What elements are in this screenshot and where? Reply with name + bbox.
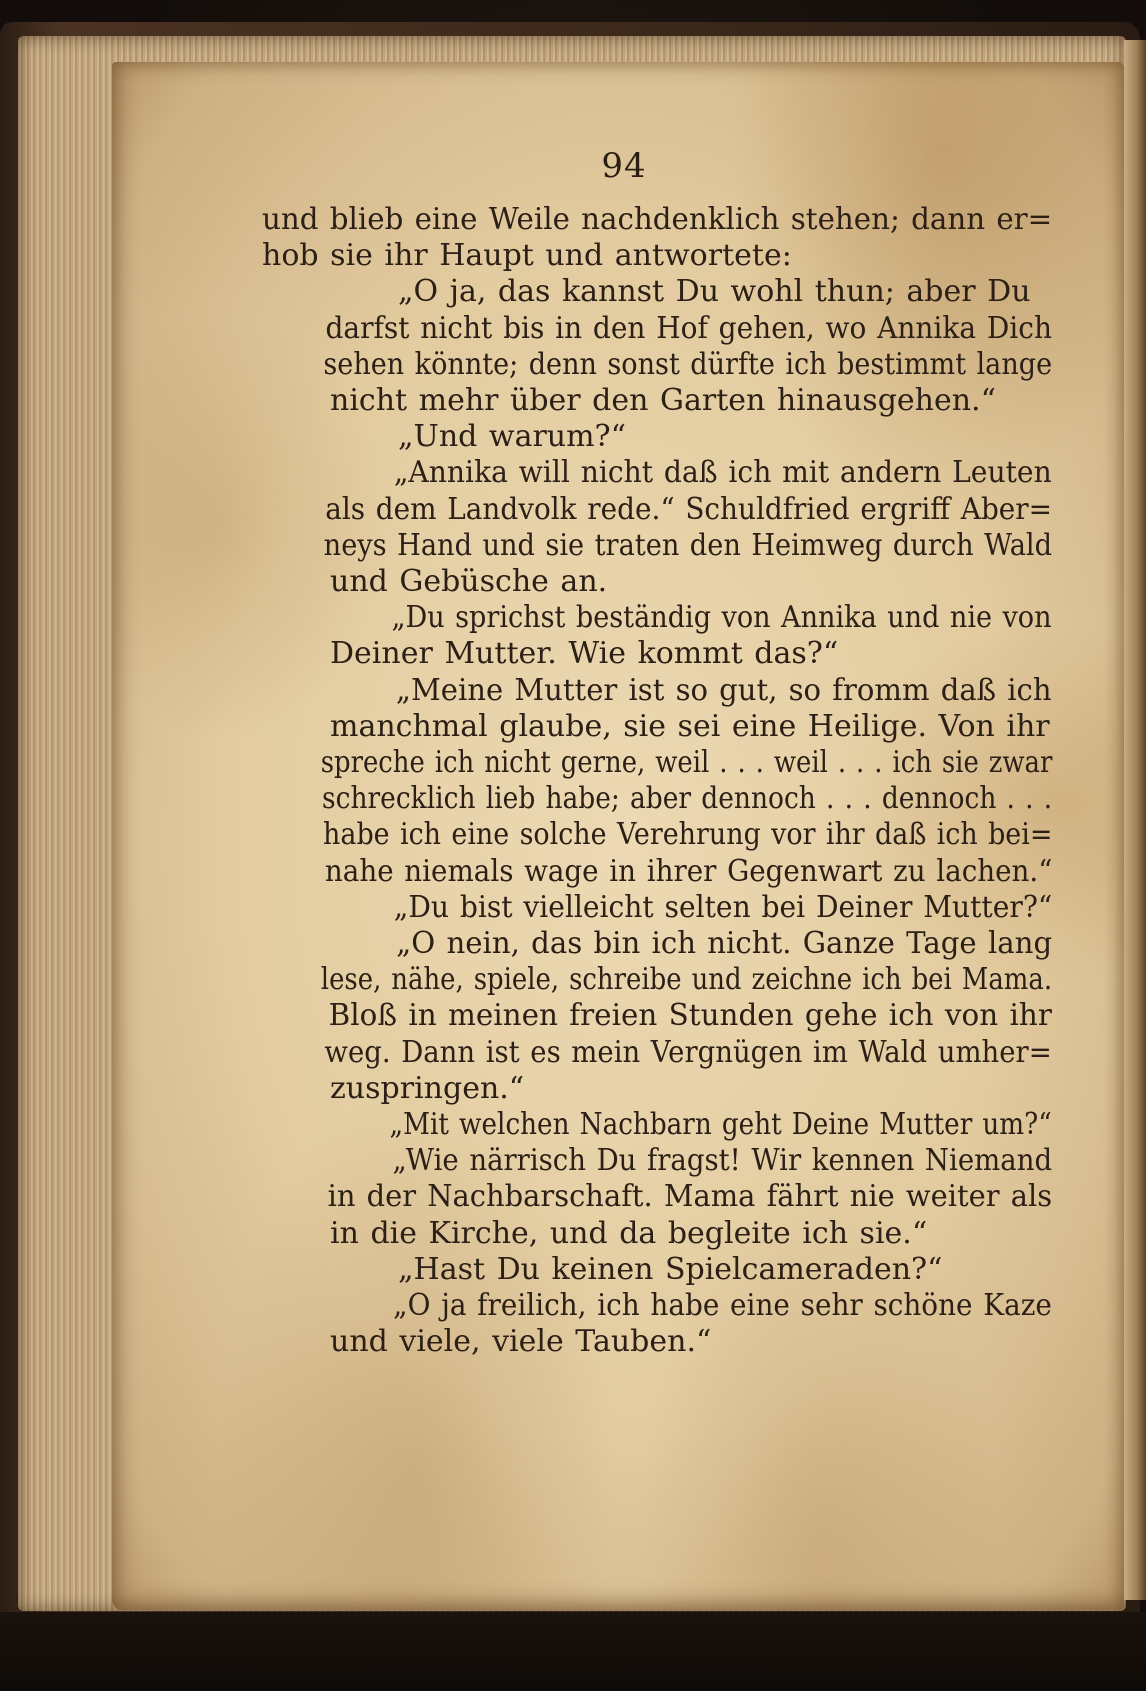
paragraph <box>262 890 1052 926</box>
text-line: weg. Dann ist es mein Vergnügen im Wald umher= <box>324 1034 1052 1070</box>
text-line: „O ja, das kannst Du wohl thun; aber Du <box>398 274 1031 310</box>
text-line: nahe niemals wage in ihrer Gegenwart zu lachen.“ <box>324 853 1053 889</box>
text-line: zuspringen.“ <box>330 1070 525 1106</box>
text-line: sehen könnte; denn sonst dürfte ich bestimmt lange <box>323 346 1053 382</box>
paragraph <box>262 1107 1052 1143</box>
background-bottom <box>0 1612 1146 1691</box>
right-page-edge <box>1124 40 1146 1600</box>
paragraph <box>262 274 1052 419</box>
text-line: Deiner Mutter. Wie kommt das?“ <box>330 636 839 672</box>
paragraph <box>262 1143 1052 1252</box>
text-line: „Annika will nicht daß ich mit andern Leuten <box>393 455 1052 491</box>
page-text <box>262 202 1052 1361</box>
text-line: spreche ich nicht gerne, weil . . . weil . . . ich sie zwar <box>320 745 1053 781</box>
text-line: in der Nachbarschaft. Mama fährt nie weiter als <box>327 1179 1053 1215</box>
text-line: manchmal glaube, sie sei eine Heilige. Von ihr <box>330 708 1050 744</box>
text-line: lese, nähe, spiele, schreibe und zeichne ich bei Mama. <box>320 962 1053 998</box>
text-line: „O ja freilich, ich habe eine sehr schöne Kaze <box>393 1288 1052 1324</box>
text-line: hob sie ihr Haupt und antwortete: <box>262 238 792 274</box>
text-line: und Gebüsche an. <box>330 564 608 600</box>
paragraph <box>262 1252 1052 1288</box>
text-line: Bloß in meinen freien Stunden gehe ich von ihr <box>328 998 1052 1034</box>
text-line: „Wie närrisch Du fragst! Wir kennen Niemand <box>392 1143 1053 1179</box>
text-line: „Du bist vielleicht selten bei Deiner Mutter?“ <box>393 889 1053 925</box>
book-page <box>112 62 1124 1610</box>
paragraph <box>262 202 1052 274</box>
text-line: neys Hand und sie traten den Heimweg durch Wald <box>323 527 1053 563</box>
text-line: habe ich eine solche Verehrung vor ihr daß ich bei= <box>323 817 1053 853</box>
text-line: in die Kirche, und da begleite ich sie.“ <box>330 1215 928 1251</box>
text-line: und blieb eine Weile nachdenklich stehen; dann er= <box>262 202 1053 237</box>
paragraph <box>262 455 1052 600</box>
text-line: darfst nicht bis in den Hof gehen, wo Annika Dich <box>325 310 1053 346</box>
text-line: „O nein, das bin ich nicht. Ganze Tage lang <box>396 926 1053 962</box>
paragraph <box>262 600 1052 672</box>
paragraph <box>262 419 1052 455</box>
page-number: 94 <box>601 146 647 186</box>
paragraph <box>262 926 1052 1107</box>
text-line: „Hast Du keinen Spielcameraden?“ <box>398 1251 943 1287</box>
text-line: nicht mehr über den Garten hinausgehen.“ <box>330 383 996 419</box>
paragraph <box>262 673 1052 890</box>
text-line: als dem Landvolk rede.“ Schuldfried ergriff Aber= <box>325 491 1052 527</box>
text-line: „Du sprichst beständig von Annika und nie von <box>391 600 1052 636</box>
text-line: schrecklich lieb habe; aber dennoch . . . dennoch . . . <box>322 781 1053 817</box>
paragraph <box>262 1288 1052 1360</box>
text-line: „Meine Mutter ist so gut, so fromm daß ich <box>395 672 1052 708</box>
text-line: „Und warum?“ <box>398 419 626 455</box>
text-line: und viele, viele Tauben.“ <box>330 1324 712 1360</box>
text-line: „Mit welchen Nachbarn geht Deine Mutter um?“ <box>389 1107 1052 1143</box>
